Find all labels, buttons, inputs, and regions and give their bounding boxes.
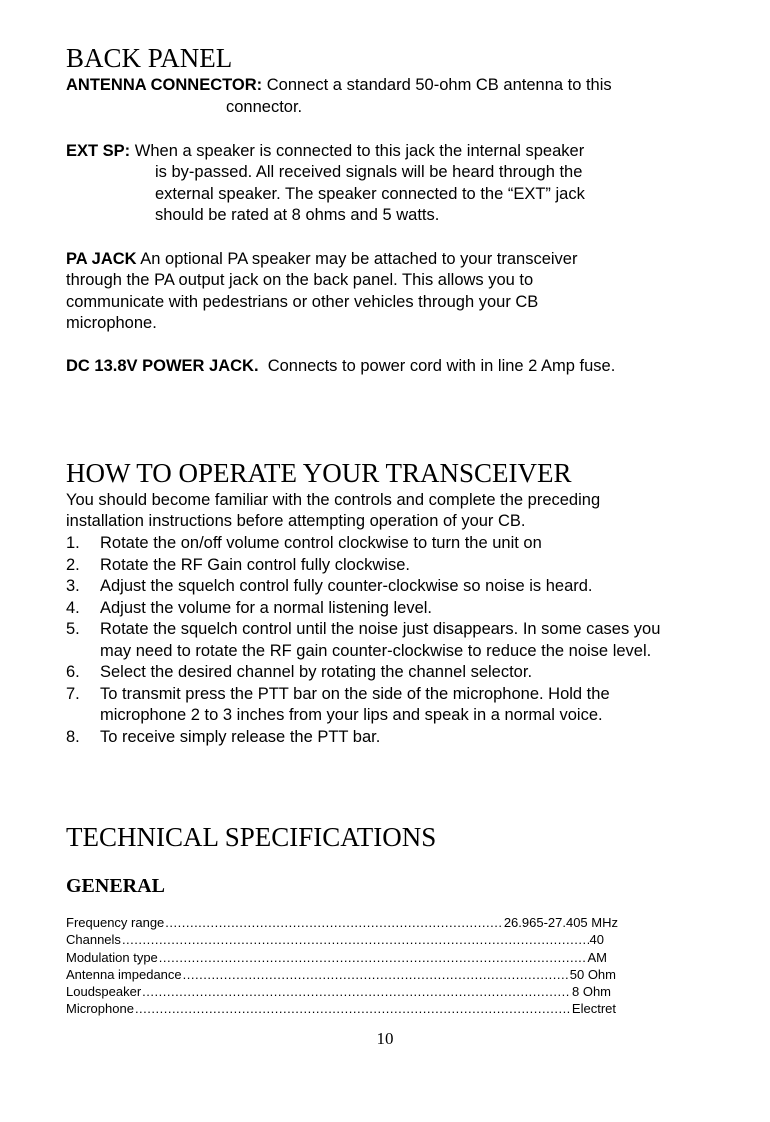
spec-value: AM — [587, 949, 607, 965]
step-text: Select the desired channel by rotating the channel selector. — [100, 663, 533, 681]
spec-row-channels — [66, 931, 604, 948]
pa-jack-line4: microphone. — [66, 314, 157, 332]
pa-jack-label: PA JACK — [66, 250, 137, 268]
list-item — [66, 555, 696, 577]
operate-steps-list — [66, 533, 696, 748]
spec-label: Modulation type — [66, 949, 158, 965]
step-number: 3. — [66, 577, 80, 595]
list-item — [66, 662, 696, 684]
step-text: Adjust the volume for a normal listening level. — [100, 598, 432, 617]
ext-sp-label: EXT SP: — [66, 142, 131, 160]
page-number: 10 — [376, 1029, 394, 1048]
list-item — [66, 598, 696, 620]
step-number: 1. — [66, 534, 80, 552]
dc-power-jack-text: Connects to power cord with in line 2 Amp fuse. — [267, 357, 616, 375]
leader-dots — [165, 914, 503, 931]
dc-power-jack — [66, 356, 615, 378]
specs-heading: TECHNICAL SPECIFICATIONS — [66, 822, 437, 852]
step-number: 7. — [66, 684, 80, 703]
ext-sp-text: When a speaker is connected to this jack the internal speaker — [134, 142, 585, 160]
list-item — [66, 619, 696, 662]
list-item — [66, 727, 696, 749]
antenna-connector-text: Connect a standard 50-ohm CB antenna to this — [266, 76, 612, 94]
step-text: To transmit press the PTT bar on the side of the microphone. Hold the microphone 2 to 3 inches from your lips and speak in a normal voice. — [100, 684, 610, 724]
spec-value: 26.965-27.405 MHz — [503, 915, 618, 930]
step-text: Rotate the RF Gain control fully clockwise. — [100, 555, 410, 574]
operate-heading: HOW TO OPERATE YOUR TRANSCEIVER — [66, 458, 572, 488]
spec-value: 50 Ohm — [569, 966, 616, 982]
spec-value: 8 Ohm — [571, 984, 611, 1000]
step-text: Adjust the squelch control fully counter-clockwise so noise is heard. — [100, 577, 593, 595]
back-panel-heading: BACK PANEL — [66, 43, 233, 73]
dc-power-jack-label: DC 13.8V POWER JACK. — [66, 357, 259, 375]
spec-label: Frequency range — [66, 915, 165, 930]
pa-jack-text: An optional PA speaker may be attached to your transceiver — [140, 250, 578, 268]
spec-value: 40 — [589, 932, 604, 948]
pa-jack-line2: through the PA output jack on the back panel. This allows you to — [66, 271, 534, 289]
step-number: 2. — [66, 555, 80, 574]
specs-subheading: GENERAL — [66, 875, 165, 897]
spec-label: Microphone — [66, 1001, 134, 1017]
list-item — [66, 533, 696, 555]
operate-intro-line1: You should become familiar with the controls and complete the preceding — [66, 491, 601, 509]
antenna-connector-label: ANTENNA CONNECTOR: — [66, 76, 263, 94]
leader-dots — [159, 949, 587, 966]
list-item — [66, 576, 696, 598]
step-text: Rotate the squelch control until the noise just disappears. In some cases you may need to rotate the RF gain counter-clockwise to reduce the noise level. — [100, 620, 661, 660]
spec-label: Loudspeaker — [66, 984, 142, 1000]
antenna-connector-line1 — [66, 75, 612, 97]
step-text: Rotate the on/off volume control clockwise to turn the unit on — [100, 534, 542, 552]
list-item — [66, 684, 696, 727]
specs-table — [66, 914, 616, 1018]
spec-value: Electret — [571, 1001, 616, 1017]
spec-row-frequency — [66, 914, 618, 931]
step-number: 8. — [66, 727, 80, 746]
spec-row-microphone — [66, 1000, 616, 1017]
pa-jack-line1 — [66, 249, 577, 271]
step-text: To receive simply release the PTT bar. — [100, 727, 381, 746]
pa-jack-line3: communicate with pedestrians or other vehicles through your CB — [66, 293, 539, 311]
ext-sp-line4: should be rated at 8 ohms and 5 watts. — [155, 206, 440, 224]
ext-sp-line1 — [66, 141, 584, 163]
leader-dots — [183, 966, 569, 983]
operate-intro-line2: installation instructions before attempting operation of your CB. — [66, 512, 526, 530]
ext-sp-line2: is by-passed. All received signals will be heard through the — [155, 163, 583, 181]
leader-dots — [135, 1000, 571, 1017]
step-number: 5. — [66, 620, 80, 638]
leader-dots — [122, 931, 589, 948]
antenna-connector-line2: connector. — [226, 98, 303, 116]
spec-row-loudspeaker — [66, 983, 611, 1000]
ext-sp-line3: external speaker. The speaker connected to the “EXT” jack — [155, 185, 585, 203]
spec-row-antenna-impedance — [66, 966, 616, 983]
spec-row-modulation — [66, 949, 607, 966]
step-number: 6. — [66, 663, 80, 681]
step-number: 4. — [66, 598, 80, 617]
leader-dots — [142, 983, 571, 1000]
spec-label: Antenna impedance — [66, 966, 182, 982]
spec-label: Channels — [66, 932, 121, 948]
